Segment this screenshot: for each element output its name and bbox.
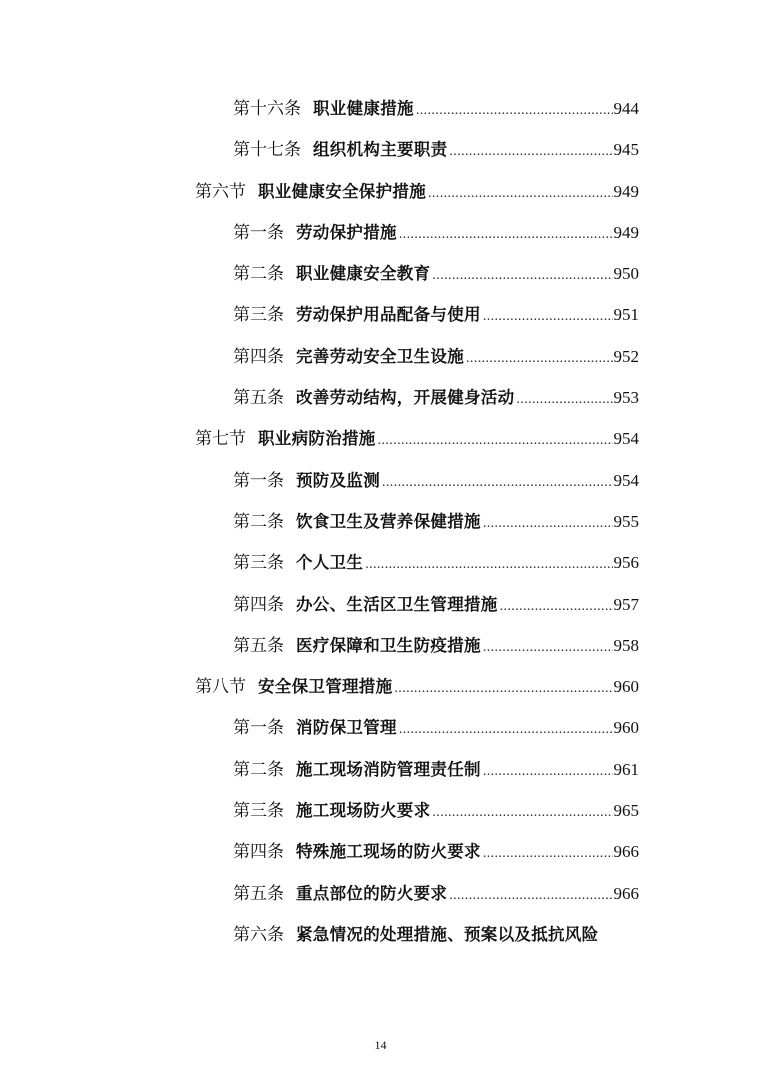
toc-article-entry[interactable]	[0, 336, 761, 377]
toc-dot-leader	[483, 833, 613, 874]
toc-entry-page: 960	[613, 677, 639, 697]
toc-entry-page: 945	[613, 140, 639, 160]
toc-dot-leader	[500, 586, 613, 627]
toc-article-entry[interactable]	[0, 501, 761, 542]
toc-entry-number: 第十六条	[233, 99, 301, 118]
toc-entry-number: 第三条	[233, 305, 284, 325]
toc-dot-leader	[399, 709, 613, 750]
toc-entry-page: 951	[613, 305, 639, 325]
toc-entry-title: 职业健康安全教育	[296, 264, 431, 284]
toc-entry-page: 954	[613, 470, 639, 490]
toc-entry-number: 第五条	[233, 883, 284, 903]
toc-entry-page: 955	[613, 511, 639, 531]
toc-entry-number: 第四条	[233, 594, 284, 614]
toc-entry-page: 965	[613, 801, 639, 821]
toc-article-entry[interactable]	[0, 873, 761, 914]
toc-entry-title: 组织机构主要职责	[313, 140, 448, 160]
toc-entry-title: 劳动保护用品配备与使用	[296, 305, 481, 325]
toc-entry-number: 第二条	[233, 511, 284, 531]
toc-dot-leader	[516, 379, 612, 420]
toc-dot-leader	[483, 627, 613, 668]
toc-article-entry[interactable]	[0, 212, 761, 253]
toc-article-entry[interactable]	[0, 377, 761, 418]
toc-entry-title: 职业健康措施	[313, 99, 414, 118]
toc-entry-page: 949	[613, 181, 639, 201]
toc-section-entry[interactable]	[0, 418, 761, 459]
toc-article-entry[interactable]	[0, 790, 761, 831]
toc-entry-page: 966	[613, 842, 639, 862]
toc-entry-number: 第六条	[233, 924, 284, 944]
toc-dot-leader	[449, 131, 612, 172]
toc-entry-number: 第五条	[233, 635, 284, 655]
toc-entry-number: 第四条	[233, 842, 284, 862]
toc-entry-number: 第七节	[195, 429, 246, 449]
toc-entry-title: 施工现场消防管理责任制	[296, 759, 481, 779]
toc-entry-number: 第一条	[233, 222, 284, 242]
toc-entry-title: 消防保卫管理	[296, 718, 397, 738]
toc-article-entry[interactable]	[0, 584, 761, 625]
toc-entry-title: 职业健康安全保护措施	[258, 181, 426, 201]
toc-entry-title: 改善劳动结构，开展健身活动	[296, 388, 515, 408]
toc-article-entry[interactable]	[0, 88, 761, 129]
page-number-footer: 14	[374, 1038, 387, 1052]
toc-entry-number: 第八节	[195, 677, 246, 697]
toc-entry-title: 完善劳动安全卫生设施	[296, 346, 464, 366]
toc-entry-title: 办公、生活区卫生管理措施	[296, 594, 498, 614]
toc-entry-page: 954	[613, 429, 639, 449]
toc-entry-title: 安全保卫管理措施	[258, 677, 393, 697]
toc-entry-title: 重点部位的防火要求	[296, 883, 448, 903]
table-of-contents	[0, 88, 761, 955]
toc-article-entry[interactable]	[0, 460, 761, 501]
toc-entry-page: 961	[613, 759, 639, 779]
toc-entry-number: 第三条	[233, 553, 284, 573]
toc-entry-page: 958	[613, 635, 639, 655]
toc-entry-title: 预防及监测	[296, 470, 380, 490]
toc-article-entry[interactable]	[0, 253, 761, 294]
toc-dot-leader	[449, 875, 612, 916]
toc-entry-number: 第一条	[233, 718, 284, 738]
toc-article-entry[interactable]	[0, 294, 761, 335]
toc-entry-number: 第五条	[233, 388, 284, 408]
toc-dot-leader	[382, 462, 613, 503]
toc-entry-number: 第六节	[195, 181, 246, 201]
toc-article-entry[interactable]	[0, 129, 761, 170]
toc-entry-number: 第二条	[233, 264, 284, 284]
toc-dot-leader	[399, 214, 613, 255]
toc-entry-page: 949	[613, 222, 639, 242]
toc-entry-title: 个人卫生	[296, 553, 364, 573]
toc-article-entry[interactable]	[0, 914, 761, 955]
toc-dot-leader	[365, 544, 612, 585]
toc-entry-number: 第一条	[233, 470, 284, 490]
toc-entry-number: 第二条	[233, 759, 284, 779]
toc-entry-title: 紧急情况的处理措施、预案以及抵抗风险	[296, 924, 599, 944]
toc-dot-leader	[428, 173, 613, 214]
toc-entry-title: 饮食卫生及营养保健措施	[296, 511, 481, 531]
toc-dot-leader	[483, 296, 613, 337]
toc-entry-title: 职业病防治措施	[258, 429, 376, 449]
toc-entry-page: 953	[613, 388, 639, 408]
toc-entry-page: 956	[613, 553, 639, 573]
toc-dot-leader	[466, 338, 613, 379]
toc-article-entry[interactable]	[0, 542, 761, 583]
toc-dot-leader	[483, 503, 613, 544]
toc-article-entry[interactable]	[0, 625, 761, 666]
toc-entry-number: 第三条	[233, 801, 284, 821]
toc-dot-leader	[432, 255, 612, 296]
toc-entry-number: 第四条	[233, 346, 284, 366]
toc-article-entry[interactable]	[0, 831, 761, 872]
toc-dot-leader	[432, 792, 612, 833]
toc-entry-title: 劳动保护措施	[296, 222, 397, 242]
toc-entry-page: 966	[613, 883, 639, 903]
toc-dot-leader	[378, 420, 613, 461]
toc-dot-leader	[416, 90, 613, 131]
toc-article-entry[interactable]	[0, 707, 761, 748]
toc-article-entry[interactable]	[0, 749, 761, 790]
toc-section-entry[interactable]	[0, 171, 761, 212]
toc-entry-page: 952	[613, 346, 639, 366]
toc-entry-title: 特殊施工现场的防火要求	[296, 842, 481, 862]
toc-entry-number: 第十七条	[233, 140, 301, 160]
toc-entry-title: 施工现场防火要求	[296, 801, 431, 821]
toc-dot-leader	[394, 668, 612, 709]
toc-dot-leader	[483, 751, 613, 792]
toc-entry-title: 医疗保障和卫生防疫措施	[296, 635, 481, 655]
toc-entry-page: 960	[613, 718, 639, 738]
toc-entry-page: 957	[613, 594, 639, 614]
toc-entry-page: 944	[613, 99, 639, 118]
toc-entry-page: 950	[613, 264, 639, 284]
toc-section-entry[interactable]	[0, 666, 761, 707]
